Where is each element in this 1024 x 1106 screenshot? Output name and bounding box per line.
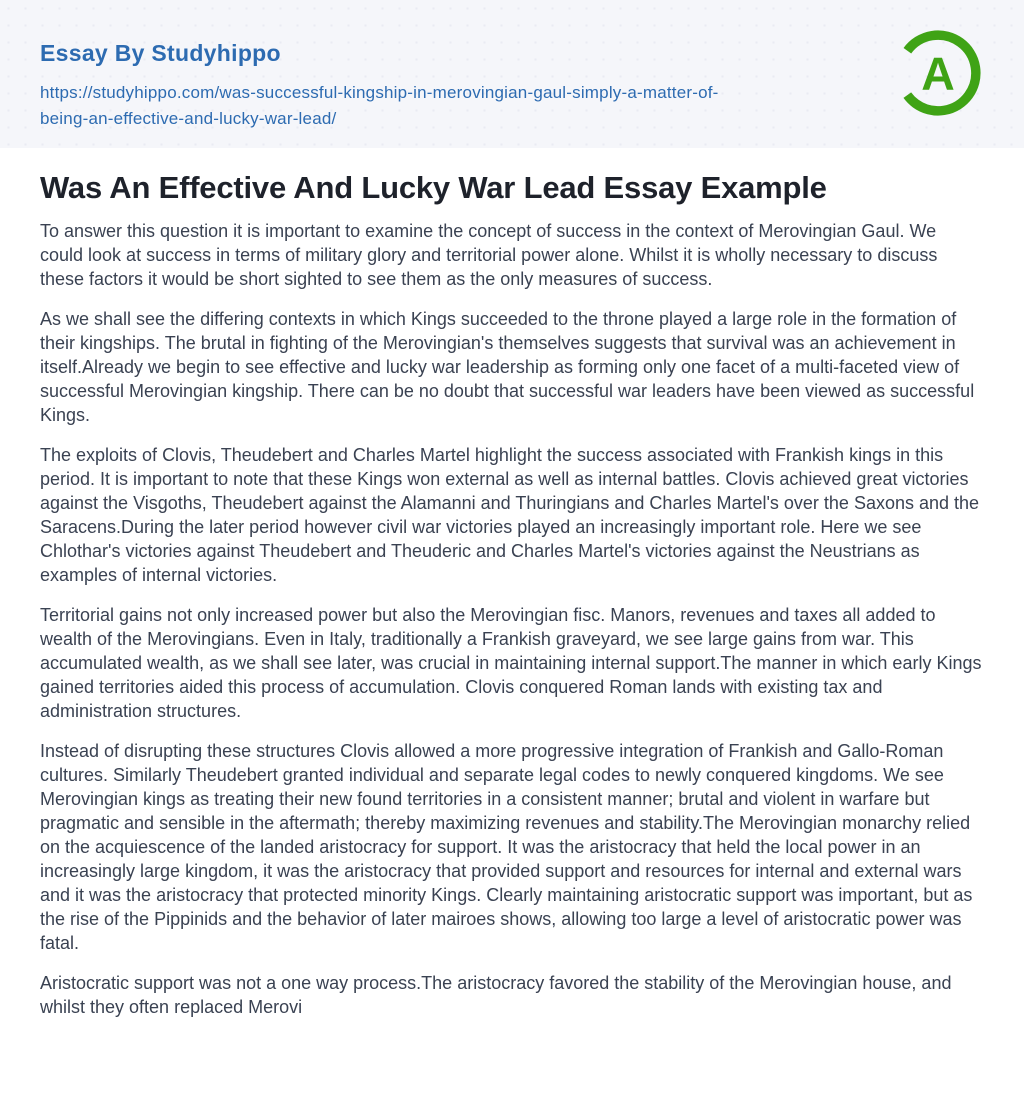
essay-title: Was An Effective And Lucky War Lead Essay Example bbox=[40, 170, 827, 205]
essay-paragraph-4: Territorial gains not only increased power but also the Merovingian fisc. Manors, revenues and taxes all added to wealth of the Merovingians. Even in Italy, traditionally a Frankish graveyard, we see large gains from war. This accumulated wealth, as we shall see later, was crucial in maintaining internal support.The manner in which early Kings gained territories aided this process of accumulation. Clovis conquered Roman lands with existing tax and administration structures. bbox=[40, 605, 982, 721]
essay-url-line-1: https://studyhippo.com/was-successful-kingship-in-merovingian-gaul-simply-a-matter-of- bbox=[40, 83, 719, 102]
essay-url-link[interactable] bbox=[40, 80, 884, 132]
grade-a-circle-icon bbox=[895, 30, 981, 116]
essay-url-line-2: being-an-effective-and-lucky-war-lead/ bbox=[40, 109, 337, 128]
essay-paragraph-5: Instead of disrupting these structures Clovis allowed a more progressive integration of Frankish and Gallo-Roman cultures. Similarly Theudebert granted individual and separate legal codes to newly conquered kingdoms. We see Merovingian kings as treating their new found territories in a consistent manner; brutal and violent in warfare but pragmatic and sensible in the aftermath; thereby maximizing revenues and stability.The Merovingian monarchy relied on the acquiescence of the landed aristocracy for support. It was the aristocracy that held the local power in an increasingly large kingdom, it was the aristocracy that provided support and resources for internal and external wars and it was the aristocracy that protected minority Kings. Clearly maintaining aristocratic support was important, but as the rise of the Pippinids and the behavior of later mairoes shows, allowing too large a level of aristocratic power was fatal. bbox=[40, 741, 973, 953]
page-header bbox=[0, 0, 1024, 148]
logo-letter: A bbox=[921, 47, 955, 100]
essay-paragraph-1: To answer this question it is important to examine the concept of success in the context of Merovingian Gaul. We could look at success in terms of military glory and territorial power alone. Whilst it is wholly necessary to discuss these factors it would be short sighted to see them as the only measures of success. bbox=[40, 221, 938, 289]
essay-content bbox=[0, 148, 1024, 1019]
studyhippo-logo bbox=[895, 30, 981, 116]
essay-paragraph-2: As we shall see the differing contexts in which Kings succeeded to the throne played a large role in the formation of their kingships. The brutal in fighting of the Merovingian's themselves suggests that survival was an achievement in itself.Already we begin to see effective and lucky war leadership as forming only one facet of a multi-faceted view of successful Merovingian kingship. There can be no doubt that successful war leaders have been viewed as successful Kings. bbox=[40, 309, 975, 425]
essay-paragraph-3: The exploits of Clovis, Theudebert and Charles Martel highlight the success associated with Frankish kings in this period. It is important to note that these Kings won external as well as internal battles. Clovis achieved great victories against the Visgoths, Theudebert against the Alamanni and Thuringians and Charles Martel's over the Saxons and the Saracens.During the later period however civil war victories played an increasingly important role. Here we see Chlothar's victories against Theudebert and Theuderic and Charles Martel's victories against the Neustrians as examples of internal victories. bbox=[40, 445, 980, 585]
essay-paragraph-6: Aristocratic support was not a one way process.The aristocracy favored the stability of the Merovingian house, and whilst they often replaced Merovi bbox=[40, 973, 952, 1017]
site-byline: Essay By Studyhippo bbox=[40, 40, 281, 66]
